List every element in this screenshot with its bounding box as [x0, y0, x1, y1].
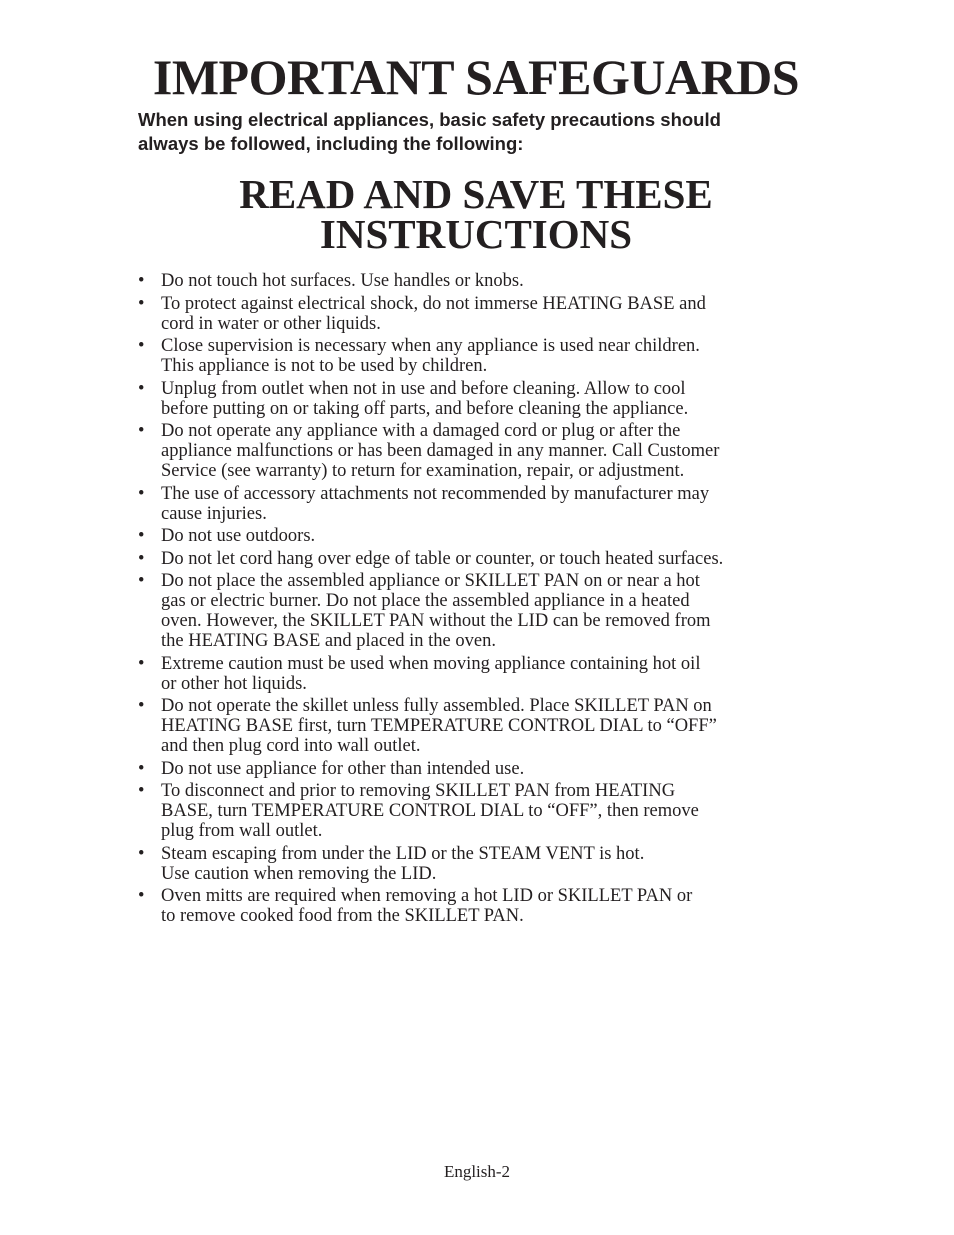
list-item: [138, 421, 814, 481]
page-content: [138, 48, 814, 929]
list-item-text: and then plug cord into wall outlet.: [161, 736, 421, 756]
list-item: [138, 844, 814, 884]
bullet-icon: •: [138, 548, 145, 569]
bullet-icon: •: [138, 653, 145, 674]
intro-text: [138, 108, 814, 156]
list-item: [138, 759, 814, 779]
bullet-icon: •: [138, 378, 145, 399]
bullet-icon: •: [138, 271, 145, 291]
list-item-text: Do not use outdoors.: [161, 526, 316, 546]
intro-line: always be followed, including the following:: [138, 133, 524, 154]
list-item-text: Do not let cord hang over edge of table or counter, or touch heated surfaces.: [161, 548, 724, 569]
list-item-text: Do not place the assembled appliance or SKILLET PAN on or near a hot: [161, 571, 700, 591]
list-item: [138, 571, 814, 651]
page-number: English-2: [443, 1162, 511, 1181]
subtitle-line: READ AND SAVE THESE: [239, 171, 713, 217]
list-item-text: To protect against electrical shock, do not immerse HEATING BASE and: [161, 293, 706, 314]
list-item-text: Oven mitts are required when removing a hot LID or SKILLET PAN or: [161, 886, 693, 906]
list-item-text: Unplug from outlet when not in use and before cleaning. Allow to cool: [161, 378, 686, 399]
list-item: [138, 654, 814, 694]
list-item: [138, 886, 814, 926]
bullet-icon: •: [138, 696, 145, 716]
list-item: [138, 294, 814, 334]
list-item-text: Extreme caution must be used when moving appliance containing hot oil: [161, 653, 701, 674]
list-item: [138, 271, 814, 291]
list-item: [138, 336, 814, 376]
safeguards-list: [138, 271, 814, 926]
section-subtitle: [138, 171, 814, 257]
list-item-text: appliance malfunctions or has been damaged in any manner. Call Customer: [161, 441, 720, 461]
list-item: [138, 526, 814, 546]
list-item: [138, 484, 814, 524]
list-item-text: Do not touch hot surfaces. Use handles or knobs.: [161, 271, 524, 291]
list-item-text: HEATING BASE first, turn TEMPERATURE CONTROL DIAL to “OFF”: [161, 716, 717, 736]
list-item-text: the HEATING BASE and placed in the oven.: [161, 631, 496, 651]
list-item: [138, 696, 814, 756]
list-item-text: Service (see warranty) to return for examination, repair, or adjustment.: [161, 461, 685, 481]
intro-line: When using electrical appliances, basic safety precautions should: [138, 109, 721, 130]
list-item-text: This appliance is not to be used by children.: [161, 356, 488, 376]
list-item-text: to remove cooked food from the SKILLET PAN.: [161, 906, 524, 926]
list-item: [138, 379, 814, 419]
subtitle-line: INSTRUCTIONS: [319, 211, 633, 257]
page-title: IMPORTANT SAFEGUARDS: [152, 49, 800, 105]
list-item-text: cord in water or other liquids.: [161, 313, 381, 334]
bullet-icon: •: [138, 758, 145, 779]
list-item-text: BASE, turn TEMPERATURE CONTROL DIAL to “OFF”, then remove: [161, 801, 699, 821]
list-item: [138, 781, 814, 841]
bullet-icon: •: [138, 843, 145, 864]
list-item-text: before putting on or taking off parts, and before cleaning the appliance.: [161, 398, 689, 419]
bullet-icon: •: [138, 421, 145, 441]
bullet-icon: •: [138, 293, 145, 314]
bullet-icon: •: [138, 781, 145, 801]
bullet-icon: •: [138, 526, 145, 546]
list-item-text: The use of accessory attachments not recommended by manufacturer may: [161, 483, 710, 504]
list-item-text: plug from wall outlet.: [161, 821, 323, 841]
list-item: [138, 549, 814, 569]
list-item-text: gas or electric burner. Do not place the assembled appliance in a heated: [161, 591, 690, 611]
list-item-text: Do not operate the skillet unless fully assembled. Place SKILLET PAN on: [161, 696, 712, 716]
list-item-text: Do not operate any appliance with a damaged cord or plug or after the: [161, 421, 681, 441]
list-item-text: or other hot liquids.: [161, 673, 307, 694]
bullet-icon: •: [138, 336, 145, 356]
list-item-text: Steam escaping from under the LID or the STEAM VENT is hot.: [161, 843, 645, 864]
list-item-text: Use caution when removing the LID.: [161, 863, 437, 884]
bullet-icon: •: [138, 886, 145, 906]
list-item-text: To disconnect and prior to removing SKILLET PAN from HEATING: [161, 781, 676, 801]
list-item-text: oven. However, the SKILLET PAN without the LID can be removed from: [161, 611, 711, 631]
list-item-text: Close supervision is necessary when any appliance is used near children.: [161, 336, 700, 356]
bullet-icon: •: [138, 571, 145, 591]
list-item-text: cause injuries.: [161, 503, 267, 524]
list-item-text: Do not use appliance for other than intended use.: [161, 758, 525, 779]
bullet-icon: •: [138, 483, 145, 504]
